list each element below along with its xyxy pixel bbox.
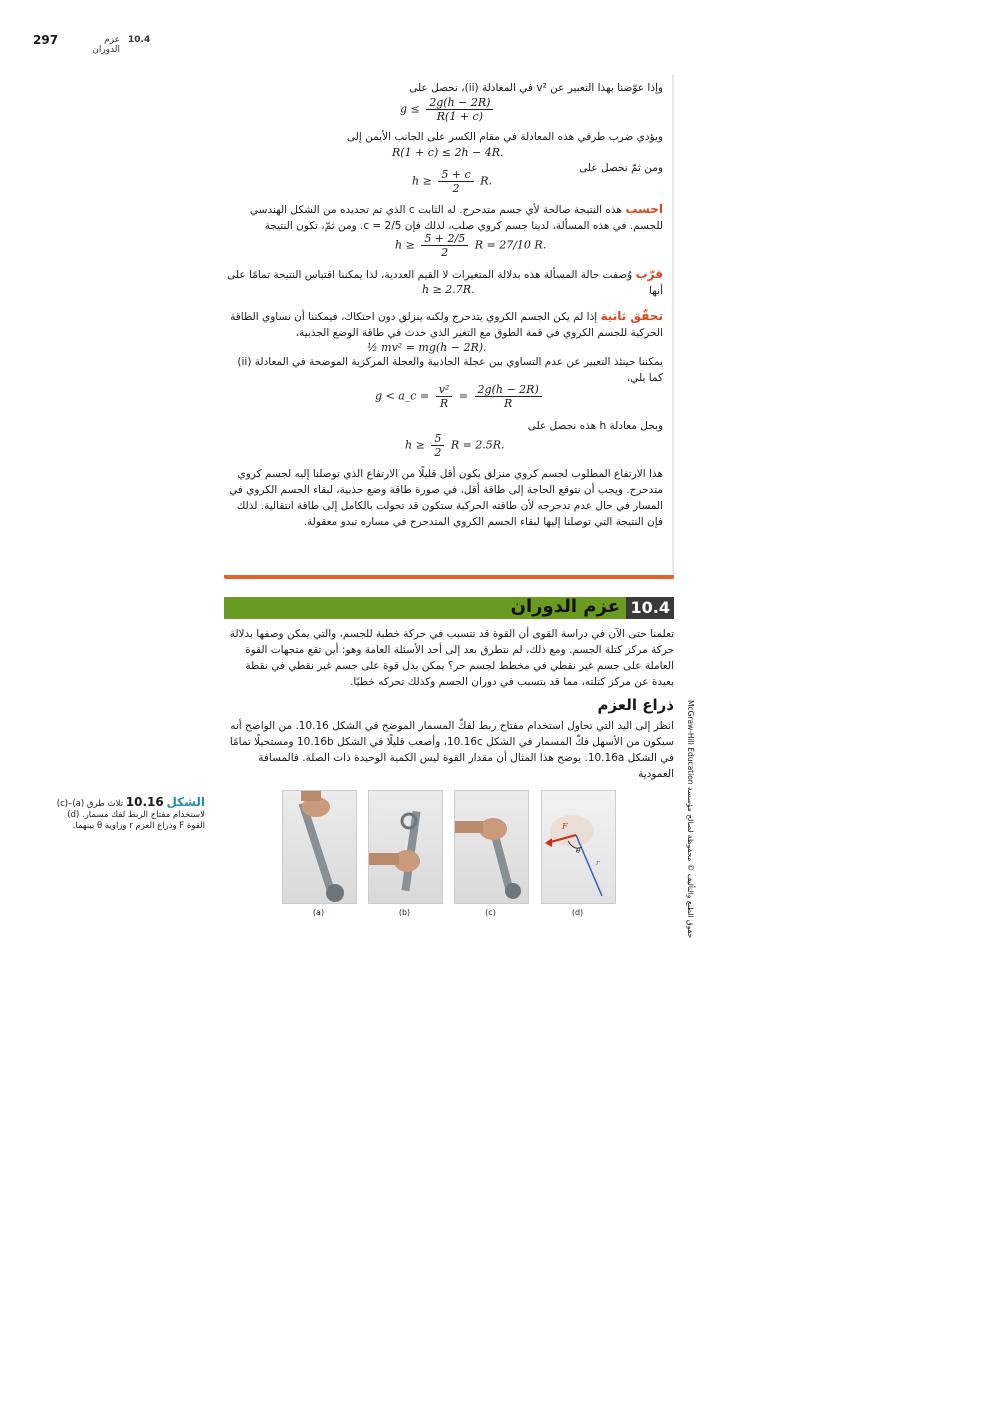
eq7-num2: 2g(h − 2R) <box>475 383 542 397</box>
block-side-rule <box>672 75 674 580</box>
eq8-num: 5 <box>431 432 444 446</box>
round-text: وُصفت حالة المسألة هذه بدلالة المتغيرات لا القيم العددية، لذا يمكننا اقتباس النتيجة تمامًا على أنها <box>227 269 663 297</box>
wrench-photo-b <box>369 791 442 903</box>
eq4-num: 5 + 2/5 <box>421 232 468 246</box>
figure-panel-b <box>368 790 443 904</box>
publisher-sidebar <box>683 700 697 939</box>
running-head-number: 10.4 <box>128 35 151 45</box>
eq1-num: 2g(h − 2R) <box>426 96 493 110</box>
panel-label-c: (c) <box>485 908 496 917</box>
check-paragraph <box>225 308 663 341</box>
check-text: إذا لم يكن الجسم الكروي يتدحرج ولكنه ينزلق دون احتكاك، فيمكننا أن نساوي الطاقة الحركية للجسم الكروي في قمة الطوق مع التغير الذي حدث في طاقة الوضع الجذبية، <box>230 311 663 339</box>
force-diagram-d <box>542 791 615 903</box>
wrench-photo-c <box>455 791 528 903</box>
eq4-lhs: h ≥ <box>395 238 415 252</box>
eq1-lhs: g ≤ <box>400 102 420 116</box>
equation-2: R(1 + c) ≤ 2h − 4R. <box>392 146 504 159</box>
equation-1 <box>400 96 496 123</box>
text-line-5: وبحل معادلة h هذه نحصل على <box>527 420 663 432</box>
equation-5: h ≥ 2.7R. <box>422 283 475 296</box>
eq3-rhs: R. <box>480 174 492 188</box>
arm-label: r <box>596 859 600 867</box>
angle-label: θ <box>576 847 581 855</box>
check-label: تحقّق ثانية <box>600 309 663 323</box>
text-line-4: يمكننا حينئذ التعبير عن عدم التساوي بين عجلة الجاذبية والعجلة المركزية الموضحة في المعادلة (ii) كما يلي، <box>237 356 663 384</box>
force-label: F <box>562 822 568 831</box>
calculate-paragraph <box>225 201 663 234</box>
eq8-den: 2 <box>434 446 442 459</box>
panel-label-a: (a) <box>312 908 325 917</box>
eq3-num: 5 + c <box>438 168 473 182</box>
calculate-label: احسب <box>625 202 663 216</box>
eq8-lhs: h ≥ <box>405 438 425 452</box>
panel-label-b: (b) <box>398 908 411 917</box>
figure-panel-d <box>541 790 616 904</box>
equation-6: ½ mv² = mg(h − 2R). <box>367 341 487 354</box>
panel-label-d: (d) <box>571 908 584 917</box>
section-heading-bar <box>224 597 674 619</box>
page-number: 297 <box>33 33 59 47</box>
figure-label: الشكل <box>166 795 205 809</box>
publisher-name: McGraw-Hill Education <box>686 700 695 785</box>
section-number: 10.4 <box>630 598 670 617</box>
rights-notice: حقوق الطبع والتأليف © محفوظة لصالح مؤسسة <box>686 786 695 939</box>
eq3-den: 2 <box>452 182 460 195</box>
eq7-num1: v² <box>436 383 453 397</box>
text-line-3: ومن ثمّ نحصل على <box>579 162 663 174</box>
section-body: انظر إلى اليد التي تحاول استخدام مفتاح ربط لفكّ المسمار الموضح في الشكل 10.16. من الواضح أنه سيكون من الأسهل فكّ المسمار في الشكل 10.16c، وأصعب قليلًا في الشكل 10.16b ومستحيلًا تمامًا في الشكل 10.16a. يوضح هذا المثال أن مقدار القوة ليس الكمية الوحيدة ذات الصلة. فالمسافة العمودية <box>229 720 674 780</box>
eq8-rhs: R = 2.5R. <box>450 438 505 452</box>
equation-3 <box>412 168 492 195</box>
subheading-lever-arm: ذراع العزم <box>597 696 674 714</box>
eq7-den2: R <box>503 397 513 410</box>
round-label: قرّب <box>635 267 663 281</box>
eq7-lhs: g < a_c = <box>375 389 430 403</box>
equation-4 <box>395 232 546 259</box>
equation-7: g < a_c = $\frac{\text{v²}}{R}$ = $\frac{2g(h - 2R)}{R}$ <box>375 383 545 410</box>
text-line-2: ويؤدي ضرب طرفي هذه المعادلة في مقام الكسر على الجانب الأيمن إلى <box>346 131 663 143</box>
eq7-den1: R <box>439 397 449 410</box>
calculate-text: هذه النتيجة صالحة لأي جسم متدحرج. له الثابت c الذي تم تحديده من الشكل الهندسي للجسم. في هذه المسألة، لدينا جسم كروي صلب، لذلك فإن c = 2/5. ومن ثمّ، تكون النتيجة <box>249 204 663 232</box>
figure-number: 10.16 <box>125 795 164 809</box>
eq3-lhs: h ≥ <box>412 174 432 188</box>
text-line-1: وإذا عوّضنا بهذا التعبير عن v² في المعادلة (ii)، نحصل على <box>409 82 663 94</box>
eq1-den: R(1 + c) <box>436 110 483 123</box>
running-head-title: عزم الدوران <box>92 35 120 55</box>
conclusion-paragraph: هذا الارتفاع المطلوب لجسم كروي منزلق يكون أقل قليلًا من الارتفاع الذي توصلنا إليه لجسم كروي متدحرج. ويجب أن نتوقع الحاجة إلى طاقة أقل، في صورة طاقة وضع جذبية، لبقاء الجسم الكروي في المسار في حال عدم تدحرجه لأن طاقته الحركية ستكون قد تحولت بالكامل إلى طاقة انتقالية. لذلك فإن النتيجة التي توصلنا إليها لبقاء الجسم الكروي المتدحرج في مساره تبدو معقولة. <box>229 468 663 528</box>
wrench-photo-a <box>283 791 356 903</box>
block-bottom-rule <box>224 575 674 579</box>
figure-panel-a <box>282 790 357 904</box>
section-intro: تعلمنا حتى الآن في دراسة القوى أن القوة قد تتسبب في حركة خطية للجسم، والتي يمكن وصفها بدلالة حركة مركز كتلة الجسم. ومع ذلك، لم نتطرق بعد إلى أحد الأسئلة العامة وهو: أين تقع متجهات القوة العاملة على جسم غير نقطي في مخطط لجسم حر؟ يمكن بذل قوة على جسم غير نقطي في نقطة بعيدة عن مركز كتلته، مما قد يتسبب في دوران الجسم وكذلك تحركه خطيًا. <box>229 628 674 688</box>
figure-caption <box>48 797 205 832</box>
equation-8 <box>405 432 505 459</box>
figure-panel-c <box>454 790 529 904</box>
eq4-den: 2 <box>441 246 449 259</box>
figure-caption-text: ثلاث طرق (a)–(c) لاستخدام مفتاح الربط لفك مسمار. (d) القوة F وذراع العزم r وزاوية θ بينهما. <box>56 799 205 831</box>
section-title: عزم الدوران <box>510 596 620 617</box>
eq4-rhs: R = 27/10 R. <box>474 238 547 252</box>
